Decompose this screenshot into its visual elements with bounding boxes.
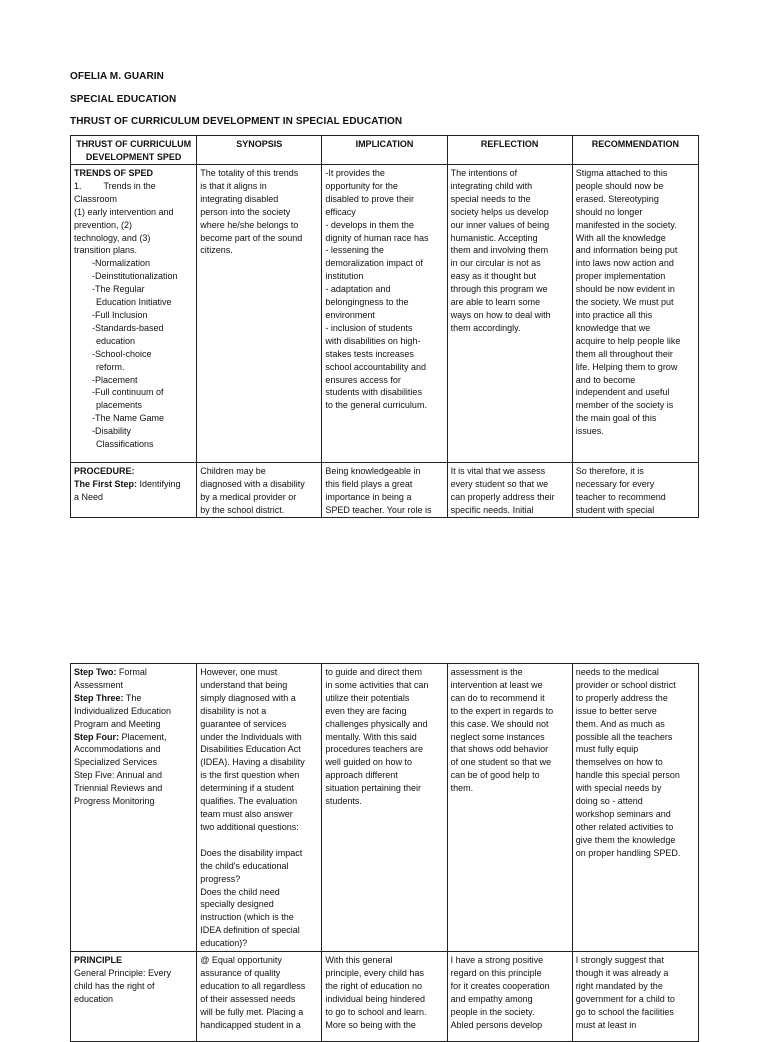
cell-line: It is vital that we assess [450, 466, 546, 476]
cell-line: with disabilities on high- [325, 335, 421, 346]
cell-line: people should now be [575, 180, 664, 191]
cell-line: the right of education no [325, 980, 422, 991]
cell-line: dignity of human race has [325, 232, 429, 243]
cell-line: understand that being [200, 679, 288, 690]
procedure-implication-cell [322, 463, 447, 518]
cell-line: - develops in them the [325, 219, 414, 230]
cell-line: other related activities to [575, 821, 674, 832]
cell-line: assurance of quality [200, 967, 281, 978]
step-text: Formal [118, 667, 147, 677]
cell-line: though it was already a [575, 967, 669, 978]
cell-line: diagnosed with a disability [200, 478, 305, 489]
cell-line: student with special [575, 504, 655, 515]
cell-line: must at least in [575, 1019, 637, 1030]
trends-subitem: -Disability [92, 426, 132, 437]
column-header-reflection: REFLECTION [447, 136, 572, 165]
step-text: Accommodations and [74, 744, 161, 755]
cell-line: that shows odd behavior [450, 744, 549, 755]
cell-line: opportunity for the [325, 180, 398, 191]
cell-line: every student so that we [450, 478, 549, 489]
cell-line: with special needs by [575, 783, 662, 794]
cell-line: mentally. With this said [325, 731, 417, 742]
cell-line: to guide and direct them [325, 667, 422, 677]
cell-line: them. [450, 783, 474, 794]
cell-line: qualifies. The evaluation [200, 796, 298, 807]
trends-subitem: -Normalization [92, 258, 151, 269]
cell-line: right mandated by the [575, 980, 663, 991]
trends-subitem: -Standards-based [92, 322, 164, 333]
cell-line: I have a strong positive [450, 955, 544, 965]
cell-line: to the general curriculum. [325, 400, 427, 411]
cell-line: well guided on how to [325, 757, 412, 768]
cell-line: -It provides the [325, 168, 385, 178]
cell-line: person into the society [200, 206, 291, 217]
procedure-synopsis-cell [197, 463, 322, 518]
cell-line: themselves on how to [575, 757, 663, 768]
cell-line: government for a child to [575, 993, 675, 1004]
cell-line: into laws now action and [575, 258, 674, 269]
step-text: Step Five: Annual and [74, 770, 163, 781]
trends-line: prevention, (2) [74, 219, 133, 230]
cell-line: specially designed [200, 899, 274, 910]
step-text: Program and Meeting [74, 718, 161, 729]
cell-line: Abled persons develop [450, 1019, 543, 1030]
steps-implication-cell [322, 664, 447, 952]
trends-subitem: reform. [96, 361, 125, 372]
step-line [74, 666, 193, 679]
cell-line: With all the knowledge [575, 232, 666, 243]
cell-line: them all throughout their [575, 348, 673, 359]
cell-line: to go to school and learn. [325, 1006, 427, 1017]
cell-line: issues. [575, 426, 604, 437]
steps-reflection-cell [447, 664, 572, 952]
cell-line: procedures teachers are [325, 744, 423, 755]
trends-subitem: Education Initiative [96, 297, 172, 308]
cell-line: necessary for every [575, 478, 655, 489]
procedure-thrust-cell [71, 463, 197, 518]
trends-subitem: Classifications [96, 439, 154, 450]
cell-line: challenges physically and [325, 718, 428, 729]
cell-line: them and involving them [450, 245, 549, 256]
trends-subitem: -Full Inclusion [92, 309, 148, 320]
cell-line: of one student so that we [450, 757, 552, 768]
trends-reflection-cell [447, 165, 572, 463]
trends-synopsis-cell [197, 165, 322, 463]
cell-line: under the Individuals with [200, 731, 302, 742]
table-row-procedure [71, 463, 699, 518]
cell-line: provider or school district [575, 679, 676, 690]
trends-subitem: -School-choice [92, 348, 152, 359]
cell-line: situation pertaining their [325, 783, 421, 794]
trends-subitem: -Placement [92, 374, 138, 385]
cell-line: manifested in the society. [575, 219, 677, 230]
trends-line: transition plans. [74, 245, 138, 256]
cell-line: institution [325, 271, 364, 282]
cell-line: must fully equip [575, 744, 639, 755]
step-line [74, 743, 193, 756]
cell-line [200, 834, 318, 847]
cell-line: environment [325, 309, 375, 320]
column-header-thrust: THRUST OF CURRICULUM DEVELOPMENT SPED [71, 136, 197, 165]
cell-line: workshop seminars and [575, 808, 671, 819]
table-row-trends [71, 165, 699, 463]
cell-line: I strongly suggest that [575, 955, 664, 965]
cell-line: and empathy among [450, 993, 533, 1004]
cell-line: assessment is the [450, 667, 523, 677]
step-line [74, 679, 193, 692]
cell-line: into practice all this [575, 309, 653, 320]
step-line [74, 692, 193, 705]
cell-line: the society. We must put [575, 297, 674, 308]
cell-line: to the expert in regards to [450, 705, 554, 716]
cell-line: and information being put [575, 245, 678, 256]
cell-line: individual being hindered [325, 993, 425, 1004]
cell-line: by the school district. [200, 504, 285, 515]
cell-line: the child's educational [200, 860, 289, 871]
cell-line: easy as it thought but [450, 271, 537, 282]
cell-line: So therefore, it is [575, 466, 644, 476]
cell-line: demoralization impact of [325, 258, 423, 269]
cell-line: of their assessed needs [200, 993, 296, 1004]
cell-line: More so being with the [325, 1019, 416, 1030]
procedure-first-step: The First Step: Identifying [74, 478, 181, 489]
cell-line: education to all regardless [200, 980, 306, 991]
cell-line: independent and useful [575, 387, 670, 398]
cell-line: on proper handling SPED. [575, 847, 681, 858]
cell-line: this case. We should not [450, 718, 549, 729]
principle-line: education [74, 993, 114, 1004]
cell-line: even they are facing [325, 705, 407, 716]
cell-line: to properly address the [575, 692, 668, 703]
principle-reflection-cell [447, 952, 572, 1042]
cell-line: team must also answer [200, 808, 293, 819]
step-text: Progress Monitoring [74, 796, 155, 807]
step-label: Step Four: [74, 731, 119, 742]
trends-implication-cell [322, 165, 447, 463]
cell-line: for it creates cooperation [450, 980, 550, 991]
principle-recommendation-cell [572, 952, 698, 1042]
cell-line: issue to better serve [575, 705, 657, 716]
cell-line: them accordingly. [450, 322, 521, 333]
step-line [74, 718, 193, 731]
procedure-heading: PROCEDURE: [74, 466, 135, 476]
trends-subitem: -The Regular [92, 284, 145, 295]
principle-line: child has the right of [74, 980, 155, 991]
cell-line: people in the society. [450, 1006, 535, 1017]
cell-line: regard on this principle [450, 967, 542, 978]
cell-line: can do to recommend it [450, 692, 545, 703]
cell-line: stakes tests increases [325, 348, 414, 359]
trends-subitem: -Deinstitutionalization [92, 271, 178, 282]
cell-line: neglect some instances [450, 731, 545, 742]
cell-line: teacher to recommend [575, 491, 666, 502]
trends-line: (1) early intervention and [74, 206, 174, 217]
cell-line: The totality of this trends [200, 168, 299, 178]
step-line [74, 731, 193, 744]
cell-line: should be now evident in [575, 284, 675, 295]
steps-synopsis-cell [197, 664, 322, 952]
cell-line: With this general [325, 955, 393, 965]
trends-recommendation-cell [572, 165, 698, 463]
cell-line: become part of the sound [200, 232, 303, 243]
step-line [74, 782, 193, 795]
procedure-recommendation-cell [572, 463, 698, 518]
cell-line: the main goal of this [575, 413, 657, 424]
step-line [74, 756, 193, 769]
step-text: Specialized Services [74, 757, 158, 768]
trends-subitem: placements [96, 400, 143, 411]
subject-label: SPECIAL EDUCATION [70, 94, 177, 105]
author-name: OFELIA M. GUARIN [70, 71, 165, 82]
cell-line: progress? [200, 873, 241, 884]
cell-line: citizens. [200, 245, 233, 256]
procedure-line: a Need [74, 491, 104, 502]
cell-line: humanistic. Accepting [450, 232, 538, 243]
step-text: Triennial Reviews and [74, 783, 163, 794]
cell-line: efficacy [325, 206, 356, 217]
cell-line: IDEA definition of special [200, 925, 300, 936]
curriculum-table-part-1 [70, 135, 699, 518]
cell-line: knowledge that we [575, 322, 651, 333]
cell-line: - inclusion of students [325, 322, 413, 333]
cell-line: (IDEA). Having a disability [200, 757, 305, 768]
cell-line: erased. Stereotyping [575, 193, 659, 204]
cell-line: society helps us develop [450, 206, 549, 217]
cell-line: disabled to prove their [325, 193, 414, 204]
principle-heading: PRINCIPLE [74, 955, 123, 965]
cell-line: - lessening the [325, 245, 384, 256]
cell-line: needs to the medical [575, 667, 659, 677]
cell-line: where he/she belongs to [200, 219, 299, 230]
cell-line: principle, every child has [325, 967, 424, 978]
trends-line: Classroom [74, 193, 118, 204]
cell-line: ways on how to deal with [450, 309, 551, 320]
procedure-reflection-cell [447, 463, 572, 518]
cell-line: acquire to help people like [575, 335, 681, 346]
document-title: THRUST OF CURRICULUM DEVELOPMENT IN SPECIAL EDUCATION [70, 116, 403, 127]
cell-line: two additional questions: [200, 821, 299, 832]
cell-line: and to become [575, 374, 636, 385]
cell-line: member of the society is [575, 400, 674, 411]
cell-line: Does the disability impact [200, 847, 303, 858]
principle-thrust-cell [71, 952, 197, 1042]
cell-line: importance in being a [325, 491, 412, 502]
cell-line: Children may be [200, 466, 266, 476]
steps-thrust-cell [71, 664, 197, 952]
trends-line: technology, and (3) [74, 232, 151, 243]
cell-line: However, one must [200, 667, 278, 677]
cell-line: utilize their potentials [325, 692, 410, 703]
table-row-principle [71, 952, 699, 1042]
cell-line: intervention at least we [450, 679, 543, 690]
step-text: Individualized Education [74, 705, 172, 716]
cell-line: approach different [325, 770, 398, 781]
cell-line: give them the knowledge [575, 834, 676, 845]
curriculum-table-part-2 [70, 663, 699, 1042]
step-line [74, 705, 193, 718]
cell-line: ensures access for [325, 374, 401, 385]
cell-line: should no longer [575, 206, 643, 217]
cell-line: go to school the facilities [575, 1006, 674, 1017]
cell-line: Stigma attached to this [575, 168, 668, 178]
cell-line: can properly address their [450, 491, 555, 502]
cell-line: this field plays a great [325, 478, 413, 489]
table-header-row [71, 136, 699, 165]
step-line [74, 795, 193, 808]
column-header-implication: IMPLICATION [322, 136, 447, 165]
cell-line: belongingness to the [325, 297, 409, 308]
cell-line: in our circular is not as [450, 258, 541, 269]
column-header-recommendation: RECOMMENDATION [572, 136, 698, 165]
trends-heading: TRENDS OF SPED [74, 168, 154, 178]
cell-line: handle this special person [575, 770, 680, 781]
cell-line: our inner values of being [450, 219, 550, 230]
cell-line: integrating child with [450, 180, 533, 191]
cell-line: handicapped student in a [200, 1019, 301, 1030]
cell-line: students with disabilities [325, 387, 422, 398]
table-row-steps [71, 664, 699, 952]
cell-line: is that it aligns in [200, 180, 267, 191]
cell-line: @ Equal opportunity [200, 955, 282, 965]
cell-line: will be fully met. Placing a [200, 1006, 304, 1017]
cell-line: are able to learn some [450, 297, 541, 308]
trends-thrust-cell [71, 165, 197, 463]
cell-line: - adaptation and [325, 284, 391, 295]
cell-line: instruction (which is the [200, 912, 294, 923]
cell-line: can be of good help to [450, 770, 540, 781]
cell-line: life. Helping them to grow [575, 361, 678, 372]
cell-line: proper implementation [575, 271, 666, 282]
step-text: Placement, [121, 731, 167, 742]
cell-line: disability is not a [200, 705, 267, 716]
cell-line: guarantee of services [200, 718, 287, 729]
cell-line: Being knowledgeable in [325, 466, 421, 476]
step-text: Assessment [74, 679, 124, 690]
trends-subitem: education [96, 335, 136, 346]
cell-line: determining if a student [200, 783, 294, 794]
cell-line: special needs to the [450, 193, 531, 204]
cell-line: integrating disabled [200, 193, 279, 204]
cell-line: SPED teacher. Your role is [325, 504, 432, 515]
cell-line: in some activities that can [325, 679, 429, 690]
step-label: Step Three: [74, 692, 124, 703]
cell-line: is the first question when [200, 770, 300, 781]
principle-synopsis-cell [197, 952, 322, 1042]
cell-line: specific needs. Initial [450, 504, 534, 515]
cell-line: school accountability and [325, 361, 426, 372]
trends-subitem: -The Name Game [92, 413, 165, 424]
cell-line: possible all the teachers [575, 731, 673, 742]
cell-line: doing so - attend [575, 796, 643, 807]
step-text: The [125, 692, 142, 703]
trends-item-1: 1. Trends in the [74, 180, 156, 191]
cell-line: education)? [200, 938, 248, 949]
cell-line: Disabilities Education Act [200, 744, 301, 755]
trends-subitem: -Full continuum of [92, 387, 164, 398]
cell-line: by a medical provider or [200, 491, 297, 502]
cell-line: The intentions of [450, 168, 518, 178]
cell-line: through this program we [450, 284, 548, 295]
principle-implication-cell [322, 952, 447, 1042]
principle-line: General Principle: Every [74, 967, 172, 978]
steps-recommendation-cell [572, 664, 698, 952]
cell-line: them. And as much as [575, 718, 665, 729]
column-header-synopsis: SYNOPSIS [197, 136, 322, 165]
cell-line: Does the child need [200, 886, 280, 897]
step-label: Step Two: [74, 667, 117, 677]
step-line [74, 769, 193, 782]
cell-line: simply diagnosed with a [200, 692, 296, 703]
cell-line: students. [325, 796, 362, 807]
